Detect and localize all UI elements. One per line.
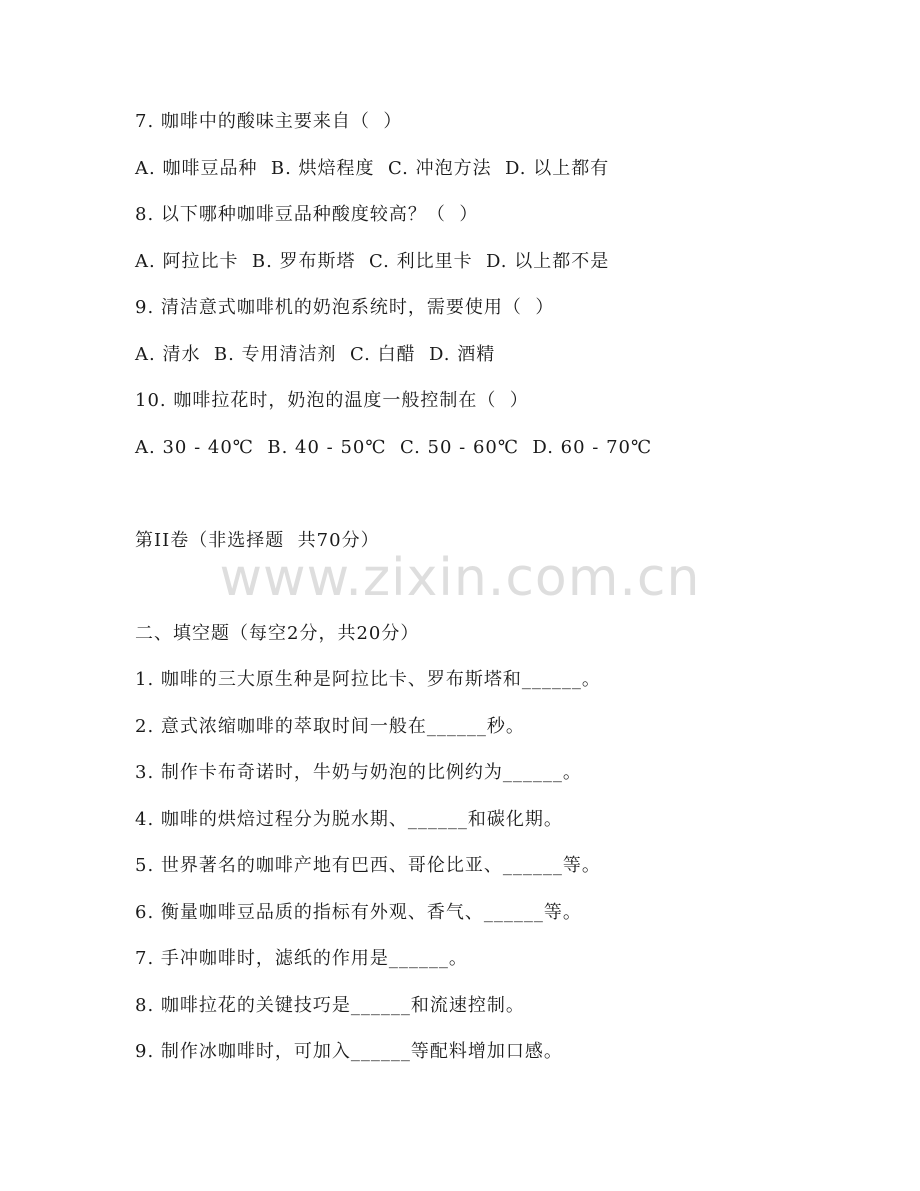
question-9: 9. 清洁意式咖啡机的奶泡系统时，需要使用（ ） <box>135 297 555 318</box>
fill-in-item: 4. 咖啡的烘焙过程分为脱水期、______和碳化期。 <box>135 809 563 830</box>
section-heading-part-two: 第II卷（非选择题 共70分） <box>135 530 380 551</box>
question-7: 7. 咖啡中的酸味主要来自（ ） <box>135 111 403 132</box>
question-8-options: A. 阿拉比卡 B. 罗布斯塔 C. 利比里卡 D. 以上都不是 <box>135 251 610 272</box>
section-heading-fill-in: 二、填空题（每空2分，共20分） <box>135 623 420 644</box>
fill-in-item: 3. 制作卡布奇诺时，牛奶与奶泡的比例约为______。 <box>135 762 582 783</box>
fill-in-item: 7. 手冲咖啡时，滤纸的作用是______。 <box>135 948 468 969</box>
question-9-options: A. 清水 B. 专用清洁剂 C. 白醋 D. 酒精 <box>135 344 496 365</box>
question-7-options: A. 咖啡豆品种 B. 烘焙程度 C. 冲泡方法 D. 以上都有 <box>135 158 610 179</box>
fill-in-item: 8. 咖啡拉花的关键技巧是______和流速控制。 <box>135 995 525 1016</box>
fill-in-item: 2. 意式浓缩咖啡的萃取时间一般在______秒。 <box>135 716 525 737</box>
fill-in-item: 6. 衡量咖啡豆品质的指标有外观、香气、______等。 <box>135 902 582 923</box>
question-10-options: A. 30 - 40℃ B. 40 - 50℃ C. 50 - 60℃ D. 60 - 70℃ <box>135 437 653 458</box>
question-10: 10. 咖啡拉花时，奶泡的温度一般控制在（ ） <box>135 390 529 411</box>
fill-in-item: 5. 世界著名的咖啡产地有巴西、哥伦比亚、______等。 <box>135 855 601 876</box>
fill-in-item: 9. 制作冰咖啡时，可加入______等配料增加口感。 <box>135 1041 563 1062</box>
fill-in-item: 1. 咖啡的三大原生种是阿拉比卡、罗布斯塔和______。 <box>135 669 601 690</box>
question-8: 8. 以下哪种咖啡豆品种酸度较高？（ ） <box>135 204 479 225</box>
watermark: www.zixin.com.cn <box>219 548 701 608</box>
